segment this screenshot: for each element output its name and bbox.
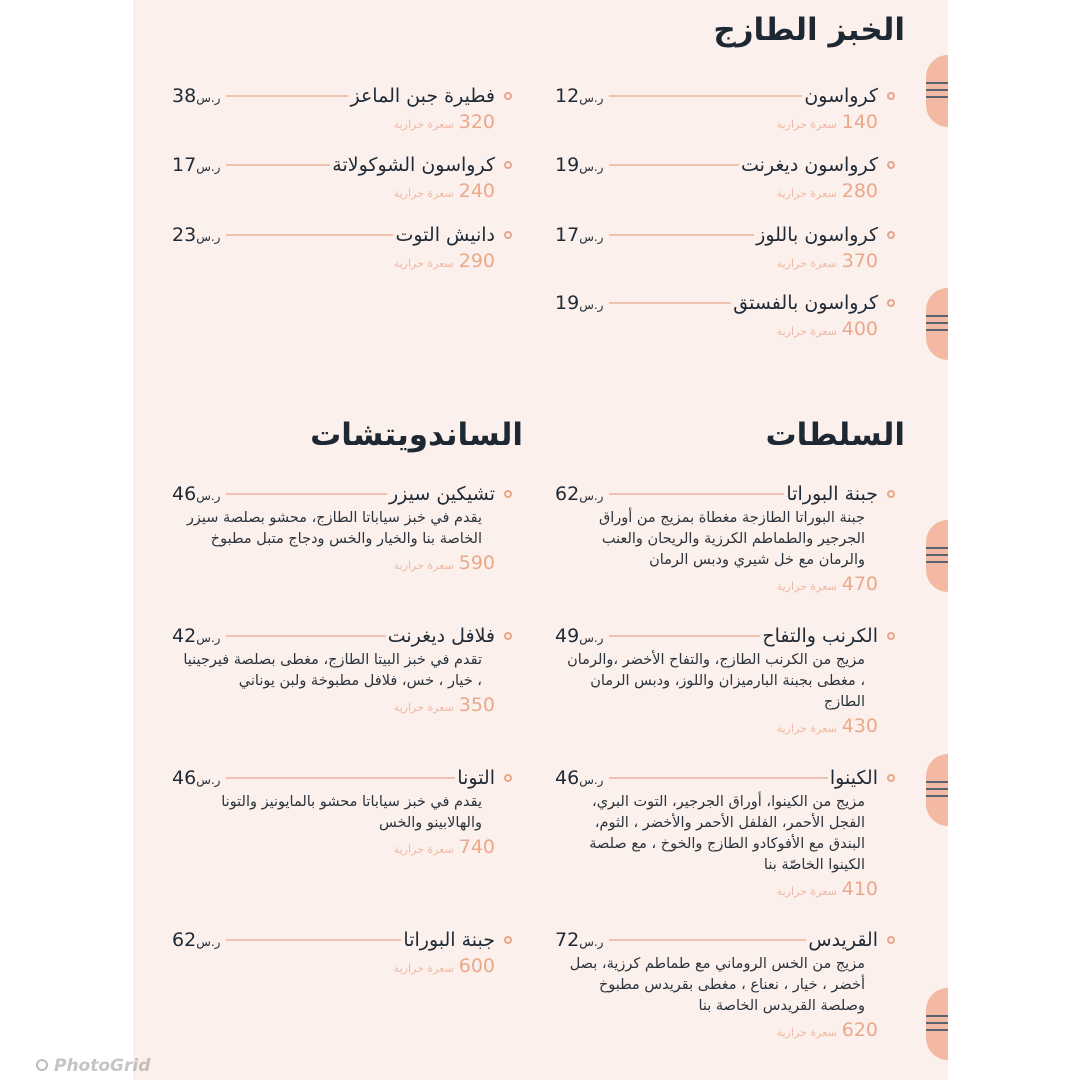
item-description: مزيج من الكينوا، أوراق الجرجير، التوت البري، الفجل الأحمر، الفلفل الأحمر والأخضر ، الثوم، البندق مع الأفوكادو الطازج والخوخ ، مع صلصة الكينوا الخاصّة بنا [589,794,865,873]
bullet-icon [887,632,895,640]
leader-line [609,939,806,941]
leader-line [226,164,330,166]
item-calories: 320سعرة حرارية [393,111,495,133]
item-calories: 590سعرة حرارية [393,552,495,574]
menu-item [172,623,512,716]
leader-line [609,635,760,637]
item-calories: 140سعرة حرارية [776,111,878,133]
bullet-icon [887,92,895,100]
item-price: ر.س46 [172,767,221,789]
leader-line [609,302,731,304]
item-name: جبنة البوراتا [403,929,495,951]
item-price: ر.س46 [555,767,604,789]
item-name: الكرنب والتفاح [762,625,878,647]
item-price: ر.س19 [555,154,604,176]
bullet-icon [887,299,895,307]
currency-label: ر.س [579,298,604,312]
leader-line [609,164,738,166]
item-name: كرواسون بالفستق [733,292,878,314]
item-price: ر.س46 [172,483,221,505]
bullet-icon [887,774,895,782]
item-name: كرواسون الشوكولاتة [332,154,495,176]
item-price: ر.س19 [555,292,604,314]
bullet-icon [887,231,895,239]
item-name: فلافل ديغرنت [387,625,495,647]
item-calories: 410سعرة حرارية [776,878,878,900]
item-calories: 350سعرة حرارية [393,694,495,716]
item-name: دانيش التوت [395,224,495,246]
bullet-icon [504,632,512,640]
menu-item [555,927,895,1041]
currency-label: ر.س [579,91,604,105]
currency-label: ر.س [579,631,604,645]
menu-item [172,765,512,858]
item-calories: 430سعرة حرارية [776,715,878,737]
bullet-icon [504,92,512,100]
item-price: ر.س38 [172,85,221,107]
menu-item [555,222,895,272]
item-calories: 400سعرة حرارية [776,318,878,340]
item-name: كرواسون باللوز [756,224,878,246]
menu-item [555,623,895,737]
leader-line [609,234,754,236]
item-price: ر.س42 [172,625,221,647]
item-price: ر.س23 [172,224,221,246]
bullet-icon [504,774,512,782]
leader-line [226,493,387,495]
currency-label: ر.س [196,160,221,174]
item-name: كرواسون ديغرنت [740,154,878,176]
currency-label: ر.س [196,230,221,244]
item-description: مزيج من الخس الروماني مع طماطم كرزية، بصل أخضر ، خيار ، نعناع ، مغطى بقريدس مطبوخ وصلصة القريدس الخاصة بنا [569,956,865,1014]
item-description: جبنة البوراتا الطازجة مغطاة بمزيج من أوراق الجرجير والطماطم الكرزية والريحان والعنب والرمان مع خل شيري ودبس الرمان [598,510,865,568]
currency-label: ر.س [196,631,221,645]
leader-line [226,939,401,941]
bullet-icon [887,936,895,944]
menu-item [555,290,895,340]
menu-item [555,765,895,900]
item-calories: 280سعرة حرارية [776,180,878,202]
item-description: تقدم في خبز البيتا الطازج، مغطى بصلصة فيرجينيا ، خيار ، خس، فلافل مطبوخة ولبن يوناني [183,652,482,689]
item-price: ر.س12 [555,85,604,107]
currency-label: ر.س [579,773,604,787]
item-name: كرواسون [804,85,878,107]
leader-line [226,234,393,236]
currency-label: ر.س [196,91,221,105]
item-price: ر.س72 [555,929,604,951]
decorative-half-circle [926,988,948,1060]
currency-label: ر.س [579,230,604,244]
item-description: يقدم في خبز سياباتا الطازج، محشو بصلصة سيزر الخاصة بنا والخيار والخس ودجاج متبل مطبوخ [186,510,482,547]
menu-item [555,152,895,202]
menu-item [172,927,512,977]
item-name: الكينوا [829,767,878,789]
item-calories: 620سعرة حرارية [776,1019,878,1041]
bullet-icon [887,490,895,498]
item-price: ر.س17 [555,224,604,246]
item-calories: 370سعرة حرارية [776,250,878,272]
item-name: فطيرة جبن الماعز [350,85,495,107]
menu-item [172,152,512,202]
bread-section-title: الخبز الطازج [713,12,905,48]
decorative-half-circle [926,288,948,360]
currency-label: ر.س [579,935,604,949]
bullet-icon [504,490,512,498]
decorative-half-circle [926,520,948,592]
salads-section-title: السلطات [765,417,905,453]
leader-line [609,493,784,495]
item-price: ر.س49 [555,625,604,647]
item-name: جبنة البوراتا [786,483,878,505]
leader-line [609,777,827,779]
photogrid-logo-icon [36,1059,48,1071]
leader-line [226,777,455,779]
menu-item [555,481,895,595]
currency-label: ر.س [196,935,221,949]
sandwiches-section-title: الساندويتشات [310,417,523,453]
item-name: تشيكين سيزر [388,483,495,505]
leader-line [609,95,802,97]
item-name: التونا [457,767,495,789]
item-calories: 600سعرة حرارية [393,955,495,977]
item-calories: 740سعرة حرارية [393,836,495,858]
item-calories: 290سعرة حرارية [393,250,495,272]
menu-item [172,222,512,272]
item-price: ر.س62 [172,929,221,951]
decorative-half-circle [926,754,948,826]
item-name: القريدس [808,929,878,951]
menu-item [172,481,512,574]
watermark-text: PhotoGrid [54,1056,151,1076]
currency-label: ر.س [579,489,604,503]
menu-item [172,83,512,133]
decorative-half-circle [926,55,948,127]
item-description: يقدم في خبز سياباتا محشو بالمايونيز والتونا والهالابينو والخس [221,794,482,831]
bullet-icon [504,161,512,169]
bullet-icon [504,936,512,944]
leader-line [226,95,348,97]
currency-label: ر.س [196,773,221,787]
leader-line [226,635,385,637]
currency-label: ر.س [196,489,221,503]
menu-item [555,83,895,133]
bullet-icon [887,161,895,169]
item-calories: 470سعرة حرارية [776,573,878,595]
item-price: ر.س62 [555,483,604,505]
item-price: ر.س17 [172,154,221,176]
item-description: مزيج من الكرنب الطازج، والتفاح الأخضر ،والرمان ، مغطى بجبنة البارميزان واللوز، ودبس الرمان الطازج [567,652,865,710]
bullet-icon [504,231,512,239]
currency-label: ر.س [579,160,604,174]
item-calories: 240سعرة حرارية [393,180,495,202]
